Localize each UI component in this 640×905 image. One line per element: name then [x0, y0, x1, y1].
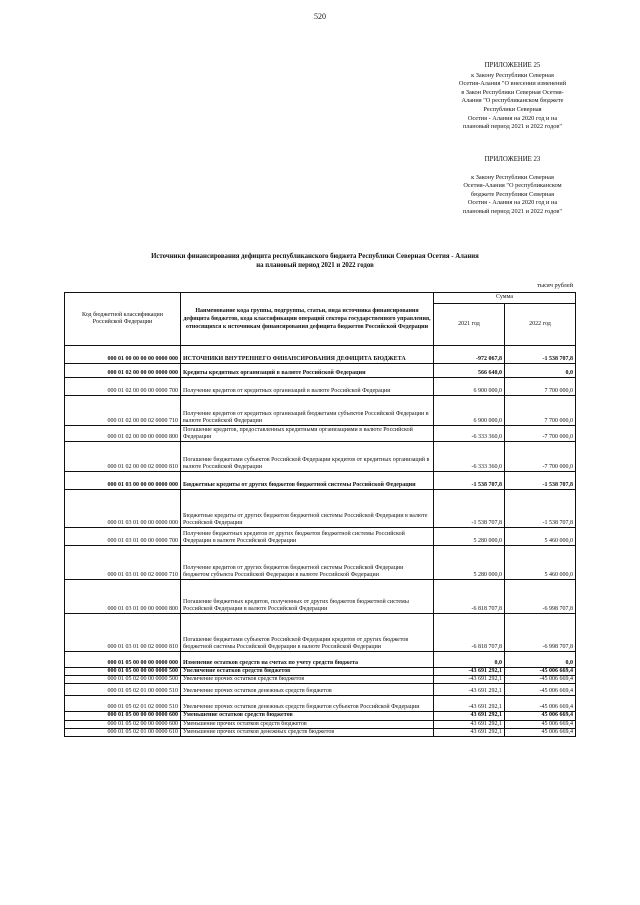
financing-sources-table — [64, 292, 576, 737]
row-value-2022: -45 006 669,4 — [505, 684, 576, 696]
row-code: 000 01 03 01 00 00 0000 800 — [65, 580, 181, 614]
row-value-2021: 0,0 — [434, 652, 505, 668]
row-value-2021: 43 691 292,1 — [434, 728, 505, 736]
row-name: Уменьшение прочих остатков денежных средств бюджетов — [181, 728, 434, 736]
appendix-25-line: плановый период 2021 и 2022 годов" — [463, 123, 562, 131]
table-row — [65, 472, 576, 490]
row-value-2022: 45 006 669,4 — [505, 720, 576, 728]
row-value-2021: -1 538 707,8 — [434, 490, 505, 528]
table-row — [65, 668, 576, 676]
appendix-25-line: в Закон Республики Северная Осетия- — [461, 88, 564, 96]
row-value-2021: -6 818 707,8 — [434, 580, 505, 614]
row-value-2021: 566 640,0 — [434, 364, 505, 378]
document-title — [100, 253, 530, 270]
table-row — [65, 490, 576, 528]
row-name: Уменьшение остатков средств бюджетов — [181, 712, 434, 720]
row-name: Получение кредитов от кредитных организаций в валюте Российской Федерации — [181, 378, 434, 396]
row-value-2021: 6 900 000,0 — [434, 396, 505, 426]
row-value-2022: -45 006 669,4 — [505, 696, 576, 712]
row-value-2022: 7 700 000,0 — [505, 378, 576, 396]
row-value-2022: 5 460 000,0 — [505, 546, 576, 580]
row-value-2022: -7 700 000,0 — [505, 426, 576, 442]
row-name: ИСТОЧНИКИ ВНУТРЕННЕГО ФИНАНСИРОВАНИЯ ДЕФИЦИТА БЮДЖЕТА — [181, 346, 434, 364]
row-value-2021: 5 280 000,0 — [434, 528, 505, 546]
row-name: Погашение кредитов, предоставленных кредитными организациями в валюте Российской Федерации — [181, 426, 434, 442]
row-name: Погашение бюджетами субъектов Российской Федерации кредитов от кредитных организаций в валюте Российской Федерации — [181, 442, 434, 472]
row-code: 000 01 02 00 00 02 0000 710 — [65, 396, 181, 426]
row-code: 000 01 00 00 00 00 0000 000 — [65, 346, 181, 364]
row-value-2021: -43 691 292,1 — [434, 684, 505, 696]
row-value-2022: -45 006 669,4 — [505, 668, 576, 676]
row-value-2022: -1 538 707,8 — [505, 346, 576, 364]
appendix-25-line: Осетия - Алания на 2020 год и на — [467, 114, 558, 122]
row-code: 000 01 05 02 01 02 0000 510 — [65, 696, 181, 712]
table-row — [65, 528, 576, 546]
row-value-2022: -1 538 707,8 — [505, 490, 576, 528]
row-value-2021: -43 691 292,1 — [434, 668, 505, 676]
table-row — [65, 712, 576, 720]
row-code: 000 01 02 00 00 00 0000 700 — [65, 378, 181, 396]
row-name: Бюджетные кредиты от других бюджетов бюджетной системы Российской Федерации — [181, 472, 434, 490]
header-year-2022: 2022 год — [505, 304, 576, 346]
row-value-2022: 0,0 — [505, 364, 576, 378]
table-row — [65, 720, 576, 728]
table-row — [65, 614, 576, 652]
row-value-2021: -6 818 707,8 — [434, 614, 505, 652]
row-code: 000 01 03 00 00 00 0000 000 — [65, 472, 181, 490]
appendix-23-line: бюджете Республики Северная — [470, 190, 555, 198]
row-name: Уменьшение прочих остатков средств бюджетов — [181, 720, 434, 728]
table-row — [65, 580, 576, 614]
row-name: Увеличение прочих остатков денежных средств бюджетов субъектов Российской Федерации — [181, 696, 434, 712]
row-value-2022: 5 460 000,0 — [505, 528, 576, 546]
row-name: Кредиты кредитных организаций в валюте Российской Федерации — [181, 364, 434, 378]
row-value-2022: 45 006 669,4 — [505, 728, 576, 736]
row-value-2022: 7 700 000,0 — [505, 396, 576, 426]
row-name: Получение кредитов от кредитных организаций бюджетами субъектов Российской Федерации в валюте Российской Федерации — [181, 396, 434, 426]
row-code: 000 01 05 00 00 00 0000 000 — [65, 652, 181, 668]
row-value-2021: -6 333 360,0 — [434, 426, 505, 442]
table-row — [65, 684, 576, 696]
row-name: Погашение бюджетных кредитов, полученных от других бюджетов бюджетной системы Российской Федерации в валюте Российской Федерации — [181, 580, 434, 614]
row-name: Получение кредитов от других бюджетов бюджетной системы Российской Федерации бюджетом субъекта Российской Федерации в валюте Российской Федерации — [181, 546, 434, 580]
document-title-line-2: на плановый период 2021 и 2022 годов — [256, 261, 374, 269]
table-row — [65, 696, 576, 712]
row-name: Увеличение остатков средств бюджетов — [181, 668, 434, 676]
row-code: 000 01 03 01 00 00 0000 000 — [65, 490, 181, 528]
appendix-23-line: плановый период 2021 и 2022 годов" — [463, 207, 562, 215]
table-row — [65, 396, 576, 426]
row-code: 000 01 05 00 00 00 0000 600 — [65, 712, 181, 720]
row-name: Увеличение прочих остатков средств бюджетов — [181, 676, 434, 684]
row-value-2022: 45 006 669,4 — [505, 712, 576, 720]
appendix-23-block — [430, 156, 595, 217]
row-code: 000 01 05 02 01 00 0000 510 — [65, 684, 181, 696]
row-name: Бюджетные кредиты от других бюджетов бюджетной системы Российской Федерации в валюте Российской Федерации — [181, 490, 434, 528]
header-sum: Сумма — [434, 293, 576, 304]
document-title-line-1: Источники финансирования дефицита республиканского бюджета Республики Северная Осетия - Алания — [151, 253, 479, 260]
row-value-2022: -1 538 707,8 — [505, 472, 576, 490]
table-row — [65, 426, 576, 442]
appendix-25-block — [430, 62, 595, 132]
table-row — [65, 652, 576, 668]
row-name: Получение бюджетных кредитов от других бюджетов бюджетной системы Российской Федерации в валюте Российской Федерации — [181, 528, 434, 546]
appendix-23-line: Осетия-Алания "О республиканском — [463, 182, 562, 190]
table-row — [65, 728, 576, 736]
row-value-2022: -7 700 000,0 — [505, 442, 576, 472]
appendix-25-line: Осетия-Алания "О внесении изменений — [458, 80, 567, 88]
row-name: Увеличение прочих остатков денежных средств бюджетов — [181, 684, 434, 696]
row-value-2022: 0,0 — [505, 652, 576, 668]
table-row — [65, 378, 576, 396]
row-value-2021: -972 067,8 — [434, 346, 505, 364]
row-name: Изменение остатков средств на счетах по учету средств бюджета — [181, 652, 434, 668]
appendix-25-line: Алания "О республиканском бюджете — [461, 97, 564, 105]
row-value-2021: -6 333 360,0 — [434, 442, 505, 472]
appendix-23-title: ПРИЛОЖЕНИЕ 23 — [484, 156, 541, 163]
appendix-23-line: Осетия - Алания на 2020 год и на — [467, 199, 558, 207]
table-row — [65, 346, 576, 364]
row-code: 000 01 05 02 01 00 0000 610 — [65, 728, 181, 736]
header-code: Код бюджетной классификации Российской Федерации — [65, 293, 181, 346]
appendix-25-line: Республики Северная — [483, 105, 542, 113]
row-code: 000 01 02 00 00 00 0000 800 — [65, 426, 181, 442]
row-value-2021: -43 691 292,1 — [434, 676, 505, 684]
row-value-2021: 5 280 000,0 — [434, 546, 505, 580]
appendix-25-title: ПРИЛОЖЕНИЕ 25 — [484, 62, 541, 69]
header-year-2021: 2021 год — [434, 304, 505, 346]
table-row — [65, 676, 576, 684]
table-row — [65, 364, 576, 378]
row-code: 000 01 05 02 00 00 0000 600 — [65, 720, 181, 728]
row-name: Погашение бюджетами субъектов Российской Федерации кредитов от других бюджетов бюджетной системы Российской Федерации в валюте Российской Федерации — [181, 614, 434, 652]
row-value-2022: -6 998 707,8 — [505, 614, 576, 652]
row-value-2022: -45 006 669,4 — [505, 676, 576, 684]
row-code: 000 01 03 01 00 02 0000 810 — [65, 614, 181, 652]
table-row — [65, 442, 576, 472]
row-code: 000 01 02 00 00 00 0000 000 — [65, 364, 181, 378]
row-value-2021: 6 900 000,0 — [434, 378, 505, 396]
row-code: 000 01 05 02 00 00 0000 500 — [65, 676, 181, 684]
row-value-2021: -43 691 292,1 — [434, 696, 505, 712]
units-label: тысяч рублей — [537, 282, 573, 289]
row-value-2021: 43 691 292,1 — [434, 712, 505, 720]
appendix-23-line: к Закону Республики Северная — [471, 173, 554, 181]
row-value-2021: 43 691 292,1 — [434, 720, 505, 728]
header-name: Наименование кода группы, подгруппы, статьи, вида источника финансирования дефицита бюджетов, кода классификации операций сектора государственного управления, относящихся к источникам финансирования дефицита бюджетов Российской Федерации — [181, 293, 434, 346]
appendix-25-line: к Закону Республики Северная — [471, 71, 554, 79]
row-code: 000 01 03 01 00 02 0000 710 — [65, 546, 181, 580]
row-code: 000 01 03 01 00 00 0000 700 — [65, 528, 181, 546]
row-code: 000 01 05 00 00 00 0000 500 — [65, 668, 181, 676]
page-number: 520 — [314, 12, 326, 21]
table-row — [65, 546, 576, 580]
row-value-2021: -1 538 707,8 — [434, 472, 505, 490]
row-code: 000 01 02 00 00 02 0000 810 — [65, 442, 181, 472]
row-value-2022: -6 998 707,8 — [505, 580, 576, 614]
